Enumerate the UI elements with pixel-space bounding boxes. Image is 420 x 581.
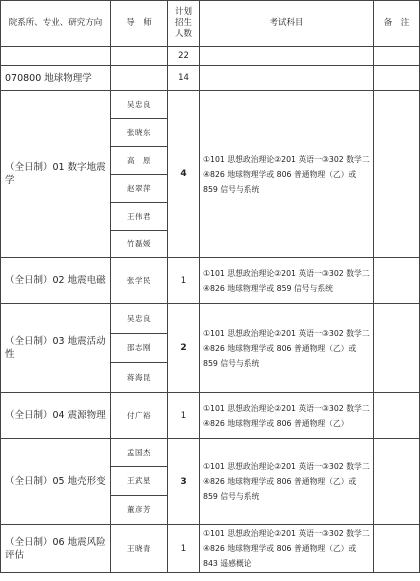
program-quota: 3 — [168, 439, 200, 525]
program-subjects: ①101 思想政治理论②201 英语一③302 数学二④826 地球物理学或 806 普通物理（乙）或 859 信号与系统 — [200, 91, 374, 258]
advisor-name: 王武星 — [111, 467, 168, 496]
program-direction: （全日制）06 地震风险评估 — [1, 525, 111, 573]
advisor-name: 张晓东 — [111, 119, 168, 147]
program-direction: （全日制）02 地震电磁 — [1, 258, 111, 304]
program-quota: 4 — [168, 91, 200, 258]
program-direction: （全日制）01 数字地震学 — [1, 91, 111, 258]
program-subjects: ①101 思想政治理论②201 英语一③302 数学二④826 地球物理学或 806 普通物理（乙）或 859 信号与系统 — [200, 439, 374, 525]
program-quota: 2 — [168, 304, 200, 393]
major-name: 070800 地球物理学 — [1, 66, 111, 91]
program-subjects: ①101 思想政治理论②201 英语一③302 数学二④826 地球物理学或 806 普通物理（乙） — [200, 393, 374, 439]
advisor-name: 赵翠萍 — [111, 175, 168, 203]
total-note-cell — [374, 47, 420, 66]
header-subjects: 考试科目 — [200, 1, 374, 47]
total-quota: 22 — [168, 47, 200, 66]
program-note — [374, 439, 420, 525]
program-note — [374, 393, 420, 439]
program-subjects: ①101 思想政治理论②201 英语一③302 数学二④826 地球物理学或 806 普通物理（乙）或 859 信号与系统 — [200, 304, 374, 393]
advisor-name: 孟国杰 — [111, 439, 168, 467]
advisor-name: 吴忠良 — [111, 304, 168, 334]
advisor-name: 张学民 — [111, 258, 168, 304]
total-subjects-cell — [200, 47, 374, 66]
total-advisor-cell — [111, 47, 168, 66]
program-quota: 1 — [168, 258, 200, 304]
advisor-name: 蒋海昆 — [111, 363, 168, 393]
header-quota: 计划招生人数 — [168, 1, 200, 47]
program-quota: 1 — [168, 393, 200, 439]
program-direction: （全日制）04 震源物理 — [1, 393, 111, 439]
advisor-name: 王伟君 — [111, 203, 168, 231]
major-note-cell — [374, 66, 420, 91]
major-advisor-cell — [111, 66, 168, 91]
program-direction: （全日制）03 地震活动性 — [1, 304, 111, 393]
advisor-name: 吴忠良 — [111, 91, 168, 119]
major-subjects-cell — [200, 66, 374, 91]
advisor-name: 竹磊媛 — [111, 231, 168, 258]
advisor-name: 邵志刚 — [111, 334, 168, 363]
program-direction: （全日制）05 地壳形变 — [1, 439, 111, 525]
program-note — [374, 525, 420, 573]
header-dept: 院系所、专业、研究方向 — [1, 1, 111, 47]
advisor-name: 高 原 — [111, 147, 168, 175]
program-subjects: ①101 思想政治理论②201 英语一③302 数学二④826 地球物理学或 859 信号与系统 — [200, 258, 374, 304]
advisor-name: 董彦芳 — [111, 496, 168, 525]
header-advisor: 导 师 — [111, 1, 168, 47]
advisor-name: 王晓青 — [111, 525, 168, 573]
program-quota: 1 — [168, 525, 200, 573]
program-subjects: ①101 思想政治理论②201 英语一③302 数学二④826 地球物理学或 806 普通物理（乙）或 843 遥感概论 — [200, 525, 374, 573]
major-quota: 14 — [168, 66, 200, 91]
program-note — [374, 304, 420, 393]
advisor-name: 付广裕 — [111, 393, 168, 439]
header-note: 备 注 — [374, 1, 420, 47]
program-note — [374, 258, 420, 304]
total-dept-cell — [1, 47, 111, 66]
program-note — [374, 91, 420, 258]
